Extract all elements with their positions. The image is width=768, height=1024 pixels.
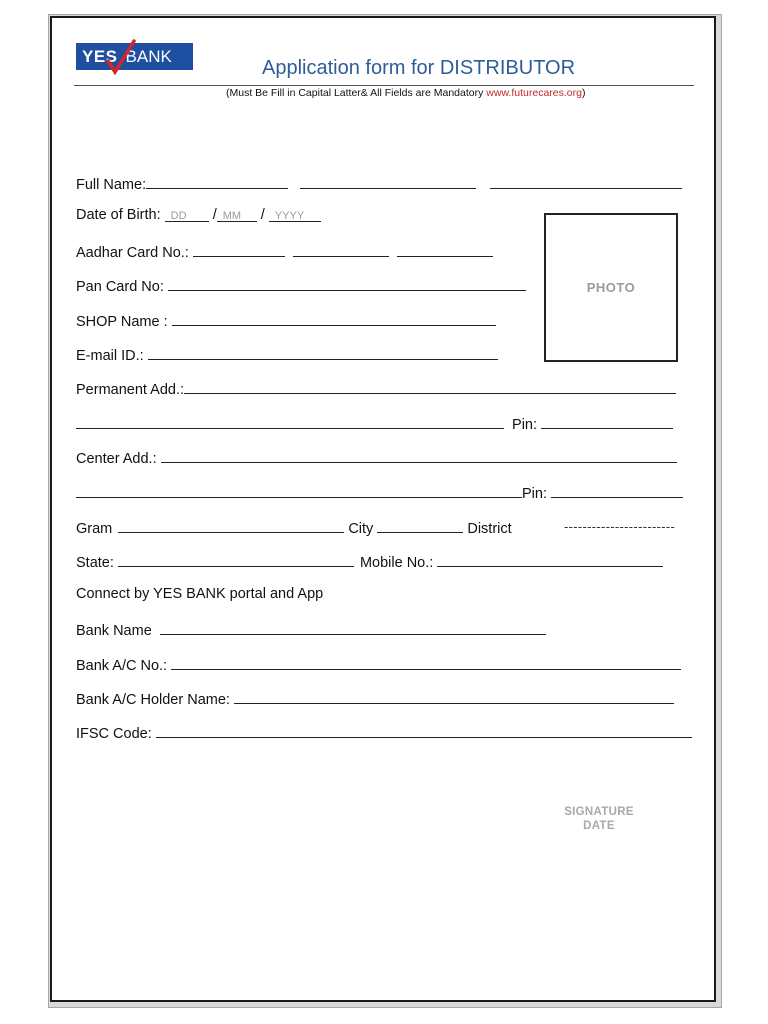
district-label: District — [467, 521, 512, 537]
logo-tick-icon — [106, 39, 136, 75]
form-subtitle — [226, 87, 586, 99]
subtitle-suffix: ) — [582, 87, 586, 99]
pin-field-1[interactable] — [541, 414, 673, 429]
pin-field-2[interactable] — [551, 483, 683, 498]
email-field[interactable] — [148, 345, 498, 360]
dob-row — [76, 207, 321, 223]
logo-yes-text: YES — [82, 46, 118, 66]
full-name-label: Full Name: — [76, 177, 147, 193]
permanent-address-field-2[interactable] — [76, 414, 504, 429]
full-name-last-field[interactable] — [490, 174, 682, 189]
connect-label: Connect by YES BANK portal and App — [76, 586, 324, 602]
bank-account-row — [76, 655, 681, 674]
signature-label: SIGNATURE — [564, 806, 634, 818]
dob-day-placeholder: DD — [170, 210, 187, 222]
bank-name-row — [76, 620, 546, 639]
bank-name-field[interactable] — [160, 620, 546, 635]
full-name-middle-field[interactable] — [300, 174, 476, 189]
permanent-address-row — [76, 379, 676, 398]
gram-label: Gram — [76, 521, 113, 537]
permanent-address-row-2 — [76, 414, 673, 433]
state-label: State: — [76, 555, 114, 571]
subtitle-text: (Must Be Fill in Capital Latter& All Fields are Mandatory — [226, 87, 487, 99]
email-label: E-mail ID.: — [76, 348, 144, 364]
ifsc-field[interactable] — [156, 723, 692, 738]
email-row — [76, 345, 498, 364]
header-rule — [74, 85, 694, 86]
full-name-row — [76, 174, 682, 193]
aadhar-field-1[interactable] — [193, 242, 285, 257]
pan-row — [76, 276, 526, 295]
city-field[interactable] — [377, 518, 463, 533]
ifsc-row — [76, 723, 692, 742]
bank-account-label: Bank A/C No.: — [76, 658, 168, 674]
aadhar-field-2[interactable] — [293, 242, 389, 257]
permanent-address-label: Permanent Add.: — [76, 382, 185, 398]
center-address-label: Center Add.: — [76, 451, 157, 467]
gram-city-row — [76, 518, 512, 537]
dob-separator-2: / — [260, 207, 265, 223]
shop-label: SHOP Name : — [76, 314, 168, 330]
photo-label: PHOTO — [586, 280, 636, 295]
gram-field[interactable] — [118, 518, 344, 533]
aadhar-label: Aadhar Card No.: — [76, 245, 189, 261]
dob-year-field[interactable] — [269, 207, 321, 222]
bank-holder-field[interactable] — [234, 689, 674, 704]
center-address-field-2[interactable] — [76, 483, 522, 498]
permanent-address-field-1[interactable] — [184, 379, 676, 394]
center-address-field-1[interactable] — [161, 448, 677, 463]
shop-row — [76, 311, 496, 330]
aadhar-row — [76, 242, 493, 261]
bank-holder-label: Bank A/C Holder Name: — [76, 692, 230, 708]
pin-label-2: Pin: — [522, 486, 547, 502]
full-name-first-field[interactable] — [146, 174, 288, 189]
state-mobile-row — [76, 552, 663, 571]
website-link[interactable]: www.futurecares.org — [486, 87, 582, 99]
logo-bank-text: BANK — [125, 46, 172, 66]
shop-field[interactable] — [172, 311, 496, 326]
dob-day-field[interactable] — [165, 207, 209, 222]
dob-separator-1: / — [212, 207, 217, 223]
pan-field[interactable] — [168, 276, 526, 291]
district-field[interactable]: ------------------------ — [564, 519, 676, 534]
center-address-row-2 — [76, 483, 683, 502]
bank-account-field[interactable] — [171, 655, 681, 670]
city-label: City — [348, 521, 374, 537]
dob-month-field[interactable] — [217, 207, 257, 222]
dob-label: Date of Birth: — [76, 207, 161, 223]
form-page — [50, 16, 716, 1002]
mobile-field[interactable] — [437, 552, 663, 567]
dob-month-placeholder: MM — [222, 210, 242, 222]
connect-row — [76, 586, 323, 602]
date-label: DATE — [583, 820, 615, 832]
pan-label: Pan Card No: — [76, 279, 164, 295]
pin-label-1: Pin: — [512, 417, 538, 433]
bank-holder-row — [76, 689, 674, 708]
state-field[interactable] — [118, 552, 354, 567]
center-address-row — [76, 448, 677, 467]
photo-box — [544, 213, 678, 362]
ifsc-label: IFSC Code: — [76, 726, 152, 742]
dob-year-placeholder: YYYY — [274, 210, 305, 222]
mobile-label: Mobile No.: — [359, 555, 434, 571]
aadhar-field-3[interactable] — [397, 242, 493, 257]
bank-name-label: Bank Name — [76, 623, 152, 639]
form-title: Application form for DISTRIBUTOR — [262, 57, 576, 79]
signature-block — [556, 805, 642, 833]
